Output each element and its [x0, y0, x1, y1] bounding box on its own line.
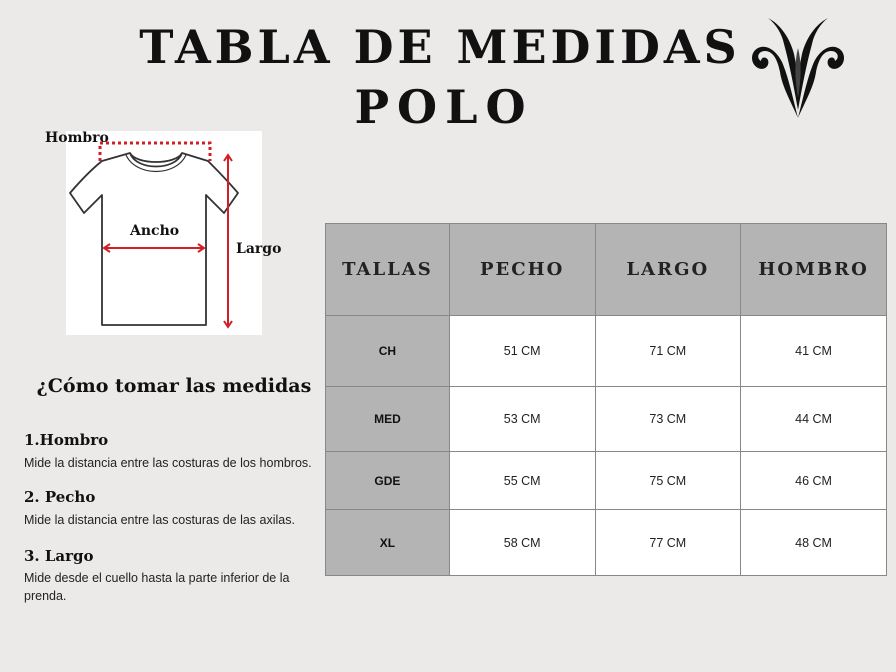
size-cell: XL: [326, 510, 450, 576]
step-heading: 2. Pecho: [24, 488, 96, 506]
pecho-cell: 53 CM: [449, 387, 595, 452]
label-ancho: Ancho: [130, 223, 180, 239]
step-heading: 1.Hombro: [24, 431, 109, 449]
pecho-cell: 58 CM: [449, 510, 595, 576]
step-text: Mide la distancia entre las costuras de los hombros.: [24, 456, 312, 470]
table-header-row: [326, 224, 887, 316]
label-largo: Largo: [236, 241, 282, 257]
step-text: Mide desde el cuello hasta la parte inferior de la prenda.: [24, 571, 290, 603]
size-cell: MED: [326, 387, 450, 452]
pecho-cell: 55 CM: [449, 452, 595, 510]
howto-title: ¿Cómo tomar las medidas: [36, 375, 312, 397]
hombro-cell: 44 CM: [741, 387, 887, 452]
size-cell: GDE: [326, 452, 450, 510]
ornament-logo-icon: [738, 14, 858, 122]
column-header-hombro: HOMBRO: [741, 224, 887, 316]
table-row: [326, 316, 887, 387]
table-row: [326, 387, 887, 452]
column-header-pecho: PECHO: [449, 224, 595, 316]
label-hombro: Hombro: [45, 130, 109, 146]
column-header-tallas: TALLAS: [326, 224, 450, 316]
step-heading: 3. Largo: [24, 547, 94, 565]
largo-cell: 73 CM: [595, 387, 741, 452]
largo-cell: 75 CM: [595, 452, 741, 510]
largo-cell: 77 CM: [595, 510, 741, 576]
table-row: [326, 510, 887, 576]
largo-cell: 71 CM: [595, 316, 741, 387]
step-text: Mide la distancia entre las costuras de las axilas.: [24, 513, 295, 527]
hombro-cell: 46 CM: [741, 452, 887, 510]
page-title: TABLA DE MEDIDAS: [139, 20, 741, 74]
hombro-cell: 41 CM: [741, 316, 887, 387]
size-table: [325, 223, 887, 576]
hombro-cell: 48 CM: [741, 510, 887, 576]
pecho-cell: 51 CM: [449, 316, 595, 387]
page-subtitle: POLO: [354, 80, 534, 134]
column-header-largo: LARGO: [595, 224, 741, 316]
size-cell: CH: [326, 316, 450, 387]
table-row: [326, 452, 887, 510]
